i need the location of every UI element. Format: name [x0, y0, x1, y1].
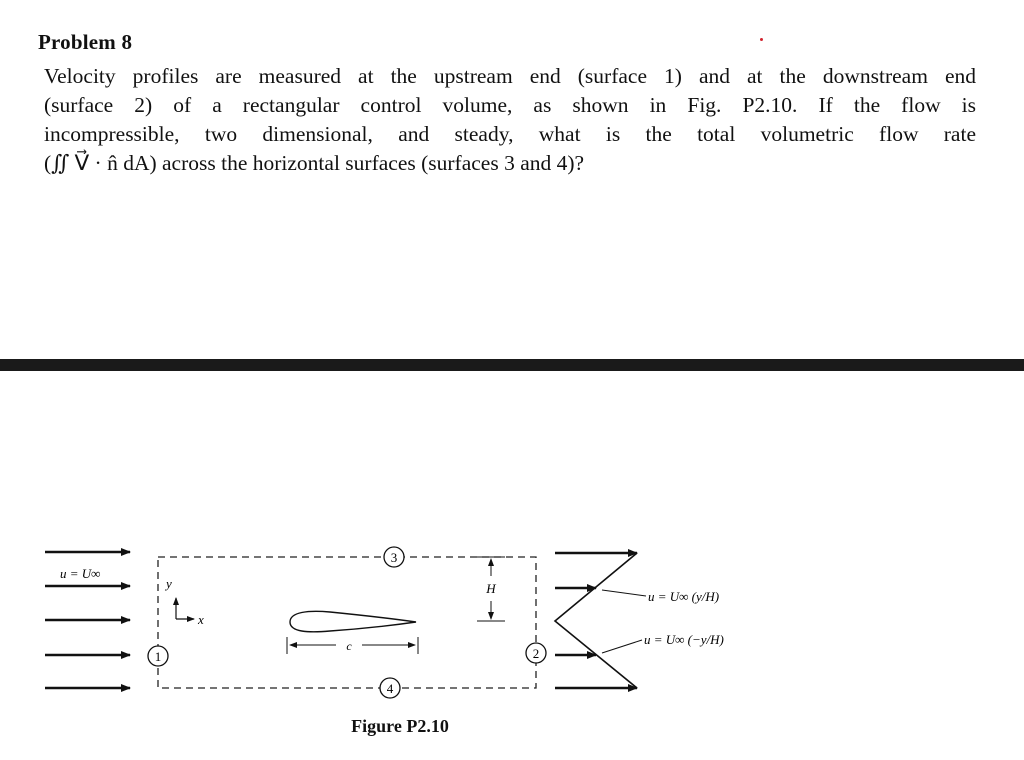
problem-title: Problem 8 [38, 30, 133, 54]
airfoil-shape [290, 611, 416, 632]
chord-label: c [346, 639, 352, 653]
inlet-velocity-label: u = U∞ [60, 566, 101, 581]
section-divider [0, 359, 1024, 371]
control-volume-boundary [158, 557, 536, 688]
x-axis-label: x [198, 612, 204, 627]
surface-2-label: 2 [532, 646, 540, 661]
surface-3-label: 3 [390, 550, 398, 565]
surface-1-label: 1 [154, 649, 162, 664]
upper-profile-label: u = U∞ (y/H) [648, 589, 720, 604]
lower-profile-label: u = U∞ (−y/H) [644, 632, 724, 647]
statement-line-3: incompressible, two dimensional, and steady, what is the total volumetric flow rate [44, 122, 976, 146]
figure-caption: Figure P2.10 [351, 716, 449, 736]
statement-line-4: (∬ V⃗ · n̂ dA) across the horizontal surfaces (surfaces 3 and 4)? [44, 151, 585, 175]
red-dot-mark [760, 38, 763, 41]
coordinate-axes [176, 598, 194, 619]
height-label: H [486, 581, 496, 596]
problem-statement [44, 62, 976, 178]
chord-dimension [287, 637, 418, 654]
upper-profile-leader [602, 590, 646, 596]
statement-line-1: Velocity profiles are measured at the upstream end (surface 1) and at the downstream end [44, 64, 976, 88]
lower-profile-leader [602, 640, 642, 653]
y-axis-label: y [166, 576, 172, 591]
figure-p2-10 [0, 380, 1024, 725]
surface-4-label: 4 [386, 681, 394, 696]
statement-line-2: (surface 2) of a rectangular control volume, as shown in Fig. P2.10. If the flow is [44, 93, 976, 117]
outlet-velocity-profile [555, 553, 637, 688]
